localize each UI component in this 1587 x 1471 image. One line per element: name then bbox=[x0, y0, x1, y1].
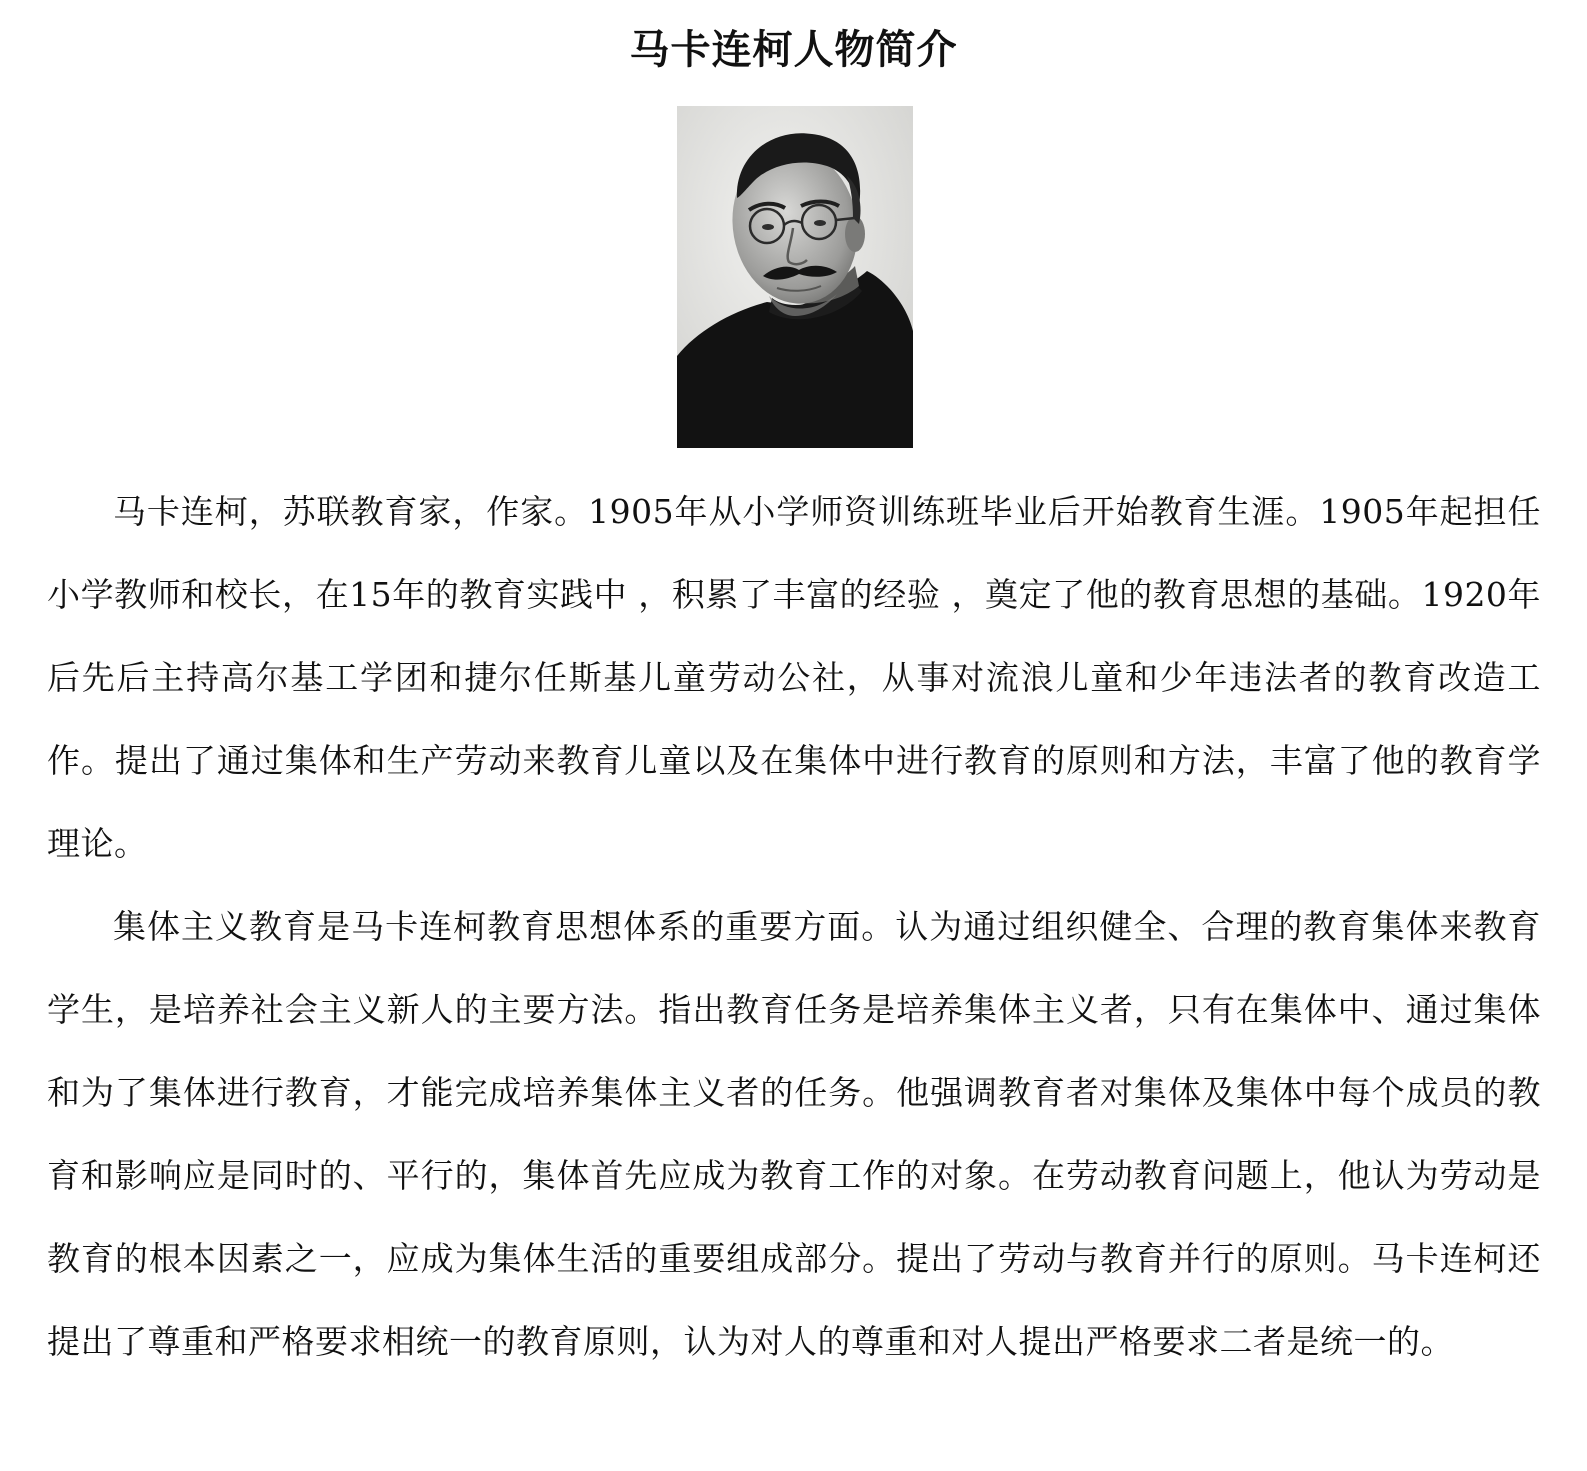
page-title: 马卡连柯人物简介 bbox=[629, 27, 958, 73]
article-body bbox=[47, 470, 1541, 1383]
portrait-image bbox=[677, 106, 913, 448]
paragraph-2: 集体主义教育是马卡连柯教育思想体系的重要方面。认为通过组织健全、合理的教育集体来教育学生，是培养社会主义新人的主要方法。指出教育任务是培养集体主义者，只有在集体中、通过集体和为了集体进行教育，才能完成培养集体主义者的任务。他强调教育者对集体及集体中每个成员的教育和影响应是同时的、平行的，集体首先应成为教育工作的对象。在劳动教育问题上，他认为劳动是教育的根本因素之一，应成为集体生活的重要组成部分。提出了劳动与教育并行的原则。马卡连柯还提出了尊重和严格要求相统一的教育原则，认为对人的尊重和对人提出严格要求二者是统一的。 bbox=[47, 907, 1541, 1361]
portrait-photo bbox=[677, 106, 913, 448]
paragraph-1: 马卡连柯，苏联教育家，作家。1905年从小学师资训练班毕业后开始教育生涯。1905年起担任小学教师和校长，在15年的教育实践中 ，积累了丰富的经验 ，奠定了他的教育思想的基础。1920年后先后主持高尔基工学团和捷尔任斯基儿童劳动公社，从事对流浪儿童和少年违法者的教育改造工作。提出了通过集体和生产劳动来教育儿童以及在集体中进行教育的原则和方法，丰富了他的教育学理论。 bbox=[47, 492, 1541, 863]
